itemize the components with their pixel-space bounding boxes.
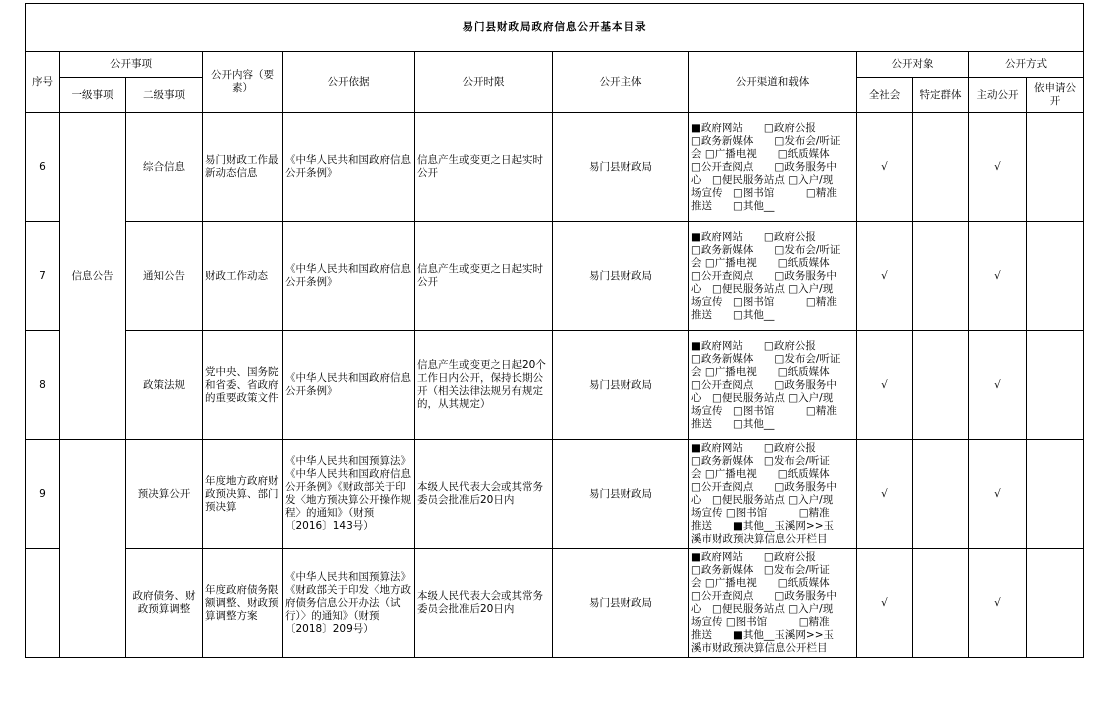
row-whole-society: √ [857,222,913,331]
channel-line: 会 □广播电视 □纸质媒体 [691,147,830,160]
row-subject: 易门县财政局 [553,331,689,440]
channel-line: 心 □便民服务站点 □入户/现 [691,603,834,615]
channel-line: 场宣传 □图书馆 □精准 [691,186,837,199]
row-channel [689,549,857,658]
channel-line: 心 □便民服务站点 □入户/现 [691,391,834,404]
channel-line: 溪市财政预决算信息公开栏目 [691,642,828,654]
row-basis: 《中华人民共和国政府信息公开条例》 [283,113,415,222]
channel-line: □政务新媒体 □发布会/听证 [691,564,830,576]
header-level1: 一级事项 [60,78,126,113]
row-seq: 9 [26,440,60,549]
row-active: √ [969,113,1027,222]
row-subject: 易门县财政局 [553,440,689,549]
row-whole-society: √ [857,113,913,222]
header-object: 公开对象 [857,52,969,78]
row-basis: 《中华人民共和国预算法》《中华人民共和国政府信息公开条例》《财政部关于印发〈地方预决算公开操作规程〉的通知》（财预〔2016〕143号） [283,440,415,549]
row-seq: 6 [26,113,60,222]
channel-line: □公开查阅点 □政务服务中 [691,481,837,493]
channel-line: ■政府网站 □政府公报 [691,442,816,454]
row-content: 财政工作动态 [203,222,283,331]
row-on-request [1027,440,1084,549]
channel-line: 场宣传 □图书馆 □精准 [691,616,830,628]
row-timelimit: 信息产生或变更之日起实时公开 [415,222,553,331]
channel-line: 场宣传 □图书馆 □精准 [691,404,837,417]
row-level2: 综合信息 [126,113,203,222]
channel-line: 会 □广播电视 □纸质媒体 [691,256,830,269]
header-active: 主动公开 [969,78,1027,113]
header-whole-society: 全社会 [857,78,913,113]
row-specific-group [913,331,969,440]
row-timelimit: 信息产生或变更之日起20个工作日内公开，保持长期公开（相关法律法规另有规定的，从其规定） [415,331,553,440]
channel-line: □公开查阅点 □政务服务中 [691,160,837,173]
row-specific-group [913,549,969,658]
channel-line: 会 □广播电视 □纸质媒体 [691,577,830,589]
channel-line: 会 □广播电视 □纸质媒体 [691,365,830,378]
row-subject: 易门县财政局 [553,549,689,658]
channel-line: □公开查阅点 □政务服务中 [691,269,837,282]
channel-line: 推送 □其他__ [691,199,775,212]
row-active: √ [969,222,1027,331]
table-row [26,222,1084,331]
channel-line: 会 □广播电视 □纸质媒体 [691,468,830,480]
row-on-request [1027,113,1084,222]
row-channel [689,113,857,222]
channel-line: ■政府网站 □政府公报 [691,339,816,352]
row-content: 年度政府债务限额调整、财政预算调整方案 [203,549,283,658]
row-seq: 8 [26,331,60,440]
channel-line: 心 □便民服务站点 □入户/现 [691,282,834,295]
row-channel [689,222,857,331]
row-level1-empty [60,440,126,658]
channel-line: □政务新媒体 □发布会/听证 [691,455,830,467]
channel-line: □公开查阅点 □政务服务中 [691,378,837,391]
row-on-request [1027,549,1084,658]
channel-line: 心 □便民服务站点 □入户/现 [691,494,834,506]
channel-line: 推送 □其他__ [691,417,775,430]
row-level1: 信息公告 [60,113,126,440]
row-subject: 易门县财政局 [553,222,689,331]
row-timelimit: 本级人民代表大会或其常务委员会批准后20日内 [415,549,553,658]
channel-line: □政务新媒体 □发布会/听证 [691,243,841,256]
row-subject: 易门县财政局 [553,113,689,222]
row-channel [689,331,857,440]
row-basis: 《中华人民共和国政府信息公开条例》 [283,331,415,440]
row-specific-group [913,113,969,222]
row-level2: 政府债务、财政预算调整 [126,549,203,658]
header-specific-group: 特定群体 [913,78,969,113]
channel-line: 心 □便民服务站点 □入户/现 [691,173,834,186]
row-channel [689,440,857,549]
table-row [26,549,1084,658]
row-whole-society: √ [857,331,913,440]
row-seq: 7 [26,222,60,331]
channel-line: 推送 ■其他__玉溪网>>玉 [691,520,835,532]
channel-line: □公开查阅点 □政务服务中 [691,590,837,602]
row-active: √ [969,549,1027,658]
header-level2: 二级事项 [126,78,203,113]
table-row [26,331,1084,440]
header-timelimit: 公开时限 [415,52,553,113]
channel-line: 场宣传 □图书馆 □精准 [691,295,837,308]
row-on-request [1027,222,1084,331]
header-basis: 公开依据 [283,52,415,113]
channel-line: 推送 ■其他__玉溪网>>玉 [691,629,835,641]
directory-table [25,3,1084,658]
row-timelimit: 信息产生或变更之日起实时公开 [415,113,553,222]
channel-line: ■政府网站 □政府公报 [691,121,816,134]
channel-line: 场宣传 □图书馆 □精准 [691,507,830,519]
row-level2: 预决算公开 [126,440,203,549]
header-items: 公开事项 [60,52,203,78]
row-level2: 政策法规 [126,331,203,440]
row-active: √ [969,331,1027,440]
row-level2: 通知公告 [126,222,203,331]
row-specific-group [913,222,969,331]
row-whole-society: √ [857,549,913,658]
channel-line: ■政府网站 □政府公报 [691,230,816,243]
row-active: √ [969,440,1027,549]
header-on-request: 依申请公开 [1027,78,1084,113]
channel-line: □政务新媒体 □发布会/听证 [691,352,841,365]
row-timelimit: 本级人民代表大会或其常务委员会批准后20日内 [415,440,553,549]
channel-line: 溪市财政预决算信息公开栏目 [691,533,828,545]
table-row [26,113,1084,222]
header-subject: 公开主体 [553,52,689,113]
header-seq: 序号 [26,52,60,113]
row-basis: 《中华人民共和国预算法》《财政部关于印发〈地方政府债务信息公开办法（试行）〉的通知》（财预〔2018〕209号） [283,549,415,658]
channel-line: ■政府网站 □政府公报 [691,551,816,563]
header-channel: 公开渠道和载体 [689,52,857,113]
row-content: 易门财政工作最新动态信息 [203,113,283,222]
row-content: 年度地方政府财政预决算、部门预决算 [203,440,283,549]
row-whole-society: √ [857,440,913,549]
header-content: 公开内容（要素） [203,52,283,113]
table-row [26,440,1084,549]
row-content: 党中央、国务院和省委、省政府的重要政策文件 [203,331,283,440]
row-specific-group [913,440,969,549]
channel-line: 推送 □其他__ [691,308,775,321]
channel-line: □政务新媒体 □发布会/听证 [691,134,841,147]
page-title: 易门县财政局政府信息公开基本目录 [26,4,1084,52]
header-method: 公开方式 [969,52,1084,78]
row-on-request [1027,331,1084,440]
row-basis: 《中华人民共和国政府信息公开条例》 [283,222,415,331]
row-seq [26,549,60,658]
